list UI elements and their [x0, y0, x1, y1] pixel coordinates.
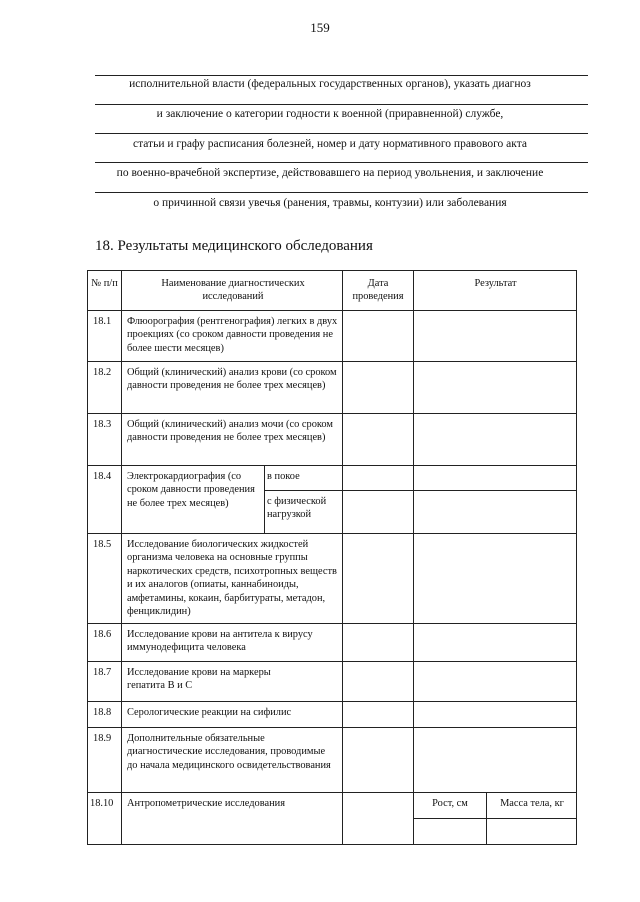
row-number: 18.6 — [93, 629, 112, 640]
row-name: Флюорография (рентгенография) легких в двух проекциях (со сроком давности проведения не более шести месяцев) — [127, 316, 338, 354]
paragraph-line: и заключение о категории годности к военной (приравненной) службе, — [156, 108, 504, 120]
header-name: Наименование диагностических исследований — [161, 278, 305, 303]
height-label: Рост, см — [432, 798, 468, 809]
row-name: Серологические реакции на сифилис — [127, 707, 292, 718]
paragraph-line: статьи и графу расписания болезней, номер и дату нормативного правового акта — [132, 138, 527, 150]
underline — [95, 104, 588, 105]
row-name: Общий (клинический) анализ крови (со сроком давности проведения не более трех месяцев) — [127, 367, 337, 392]
row-number: 18.2 — [93, 367, 112, 378]
underline — [95, 162, 588, 163]
row-number: 18.7 — [93, 667, 112, 678]
header-num: № п/п — [91, 278, 118, 289]
row-name: Общий (клинический) анализ мочи (со сроком давности проведения не более трех месяцев) — [127, 419, 333, 444]
section-title: 18. Результаты медицинского обследования — [95, 238, 373, 254]
row-number: 18.1 — [93, 316, 112, 327]
row-name: Исследование крови на маркеры гепатита В и С — [127, 667, 271, 692]
row-number: 18.8 — [93, 707, 112, 718]
paragraph-line: исполнительной власти (федеральных государственных органов), указать диагноз — [129, 78, 531, 90]
subrow-load: с физической нагрузкой — [267, 496, 327, 521]
paragraph-line: по военно-врачебной экспертизе, действовавшего на период увольнения, и заключение — [116, 167, 544, 179]
header-date: Дата проведения — [352, 278, 404, 303]
underline — [95, 133, 588, 134]
row-number: 18.9 — [93, 733, 112, 744]
row-name: Антропометрические исследования — [127, 798, 286, 809]
row-number: 18.10 — [90, 798, 114, 809]
paragraph-line: о причинной связи увечья (ранения, травмы, контузии) или заболевания — [153, 197, 507, 209]
row-name: Электрокардиография (со сроком давности проведения не более трех месяцев) — [127, 471, 255, 509]
row-number: 18.5 — [93, 539, 112, 550]
row-name: Дополнительные обязательные диагностические исследования, проводимые до начала медицинского освидетельствования — [127, 733, 331, 771]
underline — [95, 192, 588, 193]
header-result: Результат — [474, 278, 517, 289]
row-name: Исследование крови на антитела к вирусу иммунодефицита человека — [127, 629, 313, 654]
page-number: 159 — [310, 20, 330, 35]
row-number: 18.3 — [93, 419, 112, 430]
weight-label: Масса тела, кг — [500, 798, 564, 809]
underline — [95, 75, 588, 76]
subrow-rest: в покое — [267, 471, 300, 482]
row-name: Исследование биологических жидкостей организма человека на основные группы наркотических средств, психотропных веществ и их аналогов (опиаты, каннабиноиды, амфетамины, кокаин, барбитураты, метадон, фенциклидин) — [127, 539, 337, 618]
row-number: 18.4 — [93, 471, 112, 482]
